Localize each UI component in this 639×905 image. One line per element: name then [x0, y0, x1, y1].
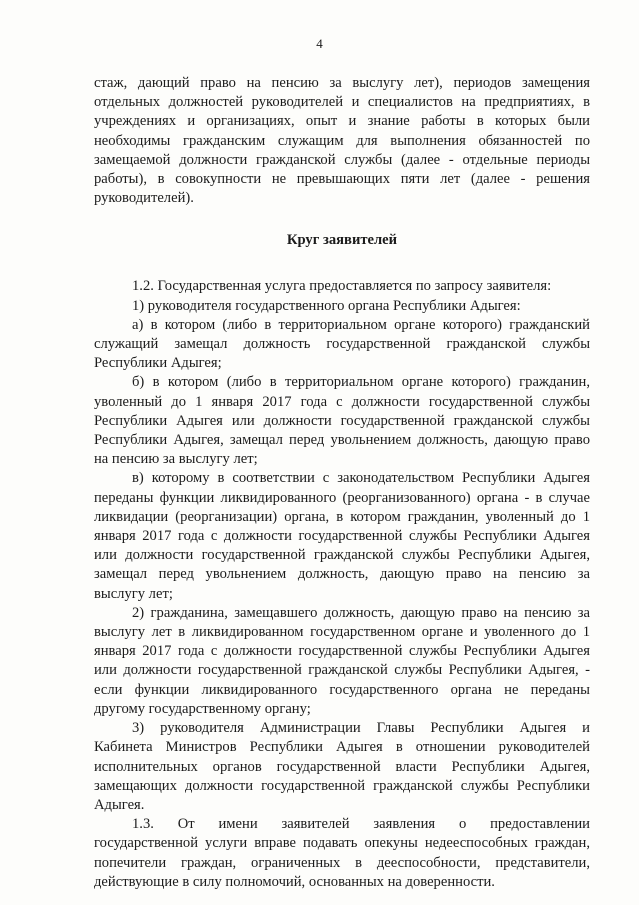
intro-line: руководителей).	[94, 190, 194, 207]
intro-paragraph	[94, 74, 590, 208]
intro-line: отдельных должностей руководителей и специалистов на предприятиях, в	[94, 94, 590, 111]
intro-line: работы), в совокупности не превышающих пяти лет (далее - решения	[94, 171, 590, 188]
item-1-3: 1.3. От имени заявителей заявления о предоставлении государственной услуги вправе подавать опекуны недееспособных граждан, попечители граждан, ограниченных в дееспособности, представители, действующие в силу полномочий, основанных на доверенности.	[94, 816, 590, 890]
page-number: 4	[316, 36, 323, 51]
item-3: 3) руководителя Администрации Главы Республики Адыгея и Кабинета Министров Республики Адыгея в отношении руководителей исполнительных органов государственной власти Республики Адыгея, замещающих должности государственной гражданской службы Республики Адыгея.	[94, 720, 590, 813]
item-1-2: 1.2. Государственная услуга предоставляется по запросу заявителя:	[132, 278, 552, 295]
intro-line: стаж, дающий право на пенсию за выслугу лет), периодов замещения	[94, 75, 590, 91]
intro-line: учреждениях и организациях, опыт и знание работы в которых были	[94, 113, 590, 130]
document-body	[94, 74, 590, 892]
item-1: 1) руководителя государственного органа Республики Адыгея:	[132, 297, 521, 314]
item-a: а) в котором (либо в территориальном органе которого) гражданский служащий замещал должность государственной гражданской службы Республики Адыгея;	[94, 316, 590, 372]
section-heading: Круг заявителей	[286, 232, 398, 249]
intro-line: необходимы гражданским служащим для выполнения обязанностей по	[94, 132, 590, 149]
item-b: б) в котором (либо в территориальном органе которого) гражданин, уволенный до 1 января 2017 года с должности государственной службы Республики Адыгея или должности государственной гражданской службы Республики Адыгея, замещал перед увольнением должность, дающую право на пенсию за выслугу лет;	[94, 374, 590, 468]
item-2: 2) гражданина, замещавшего должность, дающую право на пенсию за выслугу лет в ликвидированном государственном органе и уволенного до 1 января 2017 года с должности государственной службы Республики Адыгея или должности государственной гражданской службы Республики Адыгея, - если функции ликвидированного государственного органа не переданы другому государственному органу;	[94, 604, 590, 717]
item-v: в) которому в соответствии с законодательством Республики Адыгея переданы функции ликвидированного (реорганизованного) органа - в случае ликвидации (реорганизации) органа, в котором гражданин, уволенный до 1 января 2017 года с должности государственной службы Республики Адыгея или должности государственной гражданской службы Республики Адыгея, замещал перед увольнением должность, дающую право на пенсию за выслугу лет;	[94, 470, 590, 602]
intro-line: замещаемой должности гражданской службы (далее - отдельные периоды	[94, 151, 590, 168]
